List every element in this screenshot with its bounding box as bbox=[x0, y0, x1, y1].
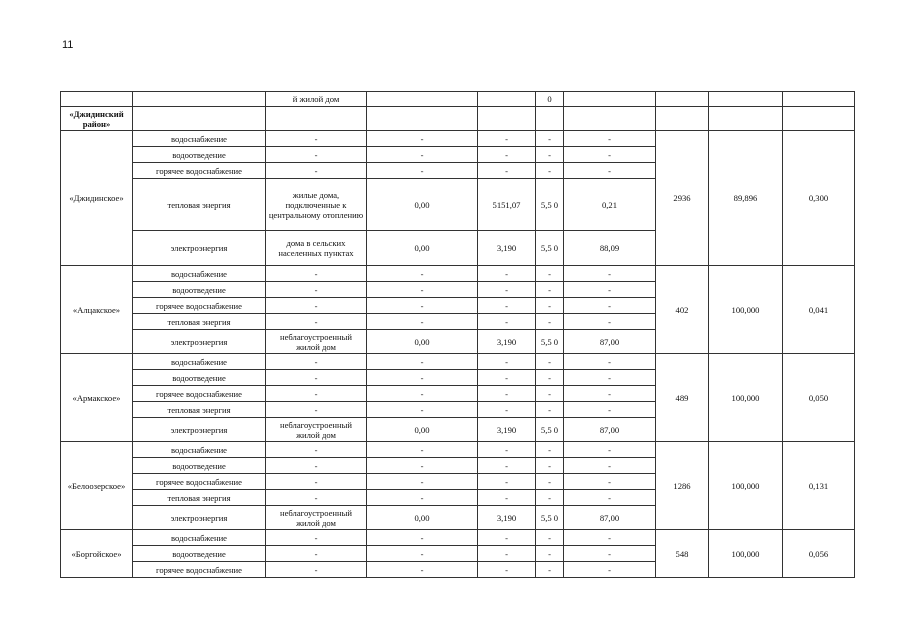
value: 0,050 bbox=[783, 354, 855, 442]
percent: 100,000 bbox=[709, 266, 783, 354]
district-row bbox=[61, 107, 855, 131]
table-row: водоотведение - - - - - bbox=[61, 370, 855, 386]
population: 548 bbox=[656, 530, 709, 578]
percent: 100,000 bbox=[709, 354, 783, 442]
table-row: «Джидинское» водоснабжение - - - - - 2936 89,896 0,300 bbox=[61, 131, 855, 147]
table-row: «Боргойское» водоснабжение - - - - - 548 100,000 0,056 bbox=[61, 530, 855, 546]
consumer-category: й жилой дом bbox=[266, 92, 367, 107]
table-row: тепловая энергия жилые дома, подключенные к центральному отоплению 0,00 5151,07 5,5 0 0,21 bbox=[61, 179, 855, 231]
table-row: водоотведение - - - - - bbox=[61, 546, 855, 562]
coefficient: 0 bbox=[536, 92, 564, 107]
population: 402 bbox=[656, 266, 709, 354]
table-row: тепловая энергия - - - - - bbox=[61, 314, 855, 330]
table-row bbox=[61, 92, 855, 107]
table-row: водоотведение - - - - - bbox=[61, 458, 855, 474]
table-row: электроэнергия неблагоустроенный жилой дом 0,00 3,190 5,5 0 87,00 bbox=[61, 506, 855, 530]
municipality-name: «Алцакское» bbox=[61, 266, 133, 354]
tariff-table bbox=[60, 91, 855, 578]
municipality-name: «Боргойское» bbox=[61, 530, 133, 578]
table-row: электроэнергия дома в сельских населенных пунктах 0,00 3,190 5,5 0 88,09 bbox=[61, 231, 855, 266]
population: 489 bbox=[656, 354, 709, 442]
table-row: водоотведение - - - - - bbox=[61, 282, 855, 298]
municipality-name: «Джидинское» bbox=[61, 131, 133, 266]
table-row: тепловая энергия - - - - - bbox=[61, 402, 855, 418]
percent: 100,000 bbox=[709, 530, 783, 578]
value: 0,300 bbox=[783, 131, 855, 266]
table-row: электроэнергия неблагоустроенный жилой дом 0,00 3,190 5,5 0 87,00 bbox=[61, 418, 855, 442]
table-row: «Белоозерское» водоснабжение - - - - - 1286 100,000 0,131 bbox=[61, 442, 855, 458]
table-row: горячее водоснабжение - - - - - bbox=[61, 386, 855, 402]
table-row: «Алцакское» водоснабжение - - - - - 402 100,000 0,041 bbox=[61, 266, 855, 282]
page-number: 11 bbox=[62, 39, 74, 51]
table-row: тепловая энергия - - - - - bbox=[61, 490, 855, 506]
municipality-name: «Армакское» bbox=[61, 354, 133, 442]
table-row: электроэнергия неблагоустроенный жилой дом 0,00 3,190 5,5 0 87,00 bbox=[61, 330, 855, 354]
table-row: горячее водоснабжение - - - - - bbox=[61, 474, 855, 490]
table-row: горячее водоснабжение - - - - - bbox=[61, 163, 855, 179]
table-row: водоотведение - - - - - bbox=[61, 147, 855, 163]
table-row: горячее водоснабжение - - - - - bbox=[61, 298, 855, 314]
percent: 89,896 bbox=[709, 131, 783, 266]
district-name: «Джидинский район» bbox=[61, 107, 133, 131]
table-row: горячее водоснабжение - - - - - bbox=[61, 562, 855, 578]
value: 0,131 bbox=[783, 442, 855, 530]
table-row: «Армакское» водоснабжение - - - - - 489 100,000 0,050 bbox=[61, 354, 855, 370]
percent: 100,000 bbox=[709, 442, 783, 530]
population: 1286 bbox=[656, 442, 709, 530]
population: 2936 bbox=[656, 131, 709, 266]
value: 0,041 bbox=[783, 266, 855, 354]
value: 0,056 bbox=[783, 530, 855, 578]
municipality-name: «Белоозерское» bbox=[61, 442, 133, 530]
